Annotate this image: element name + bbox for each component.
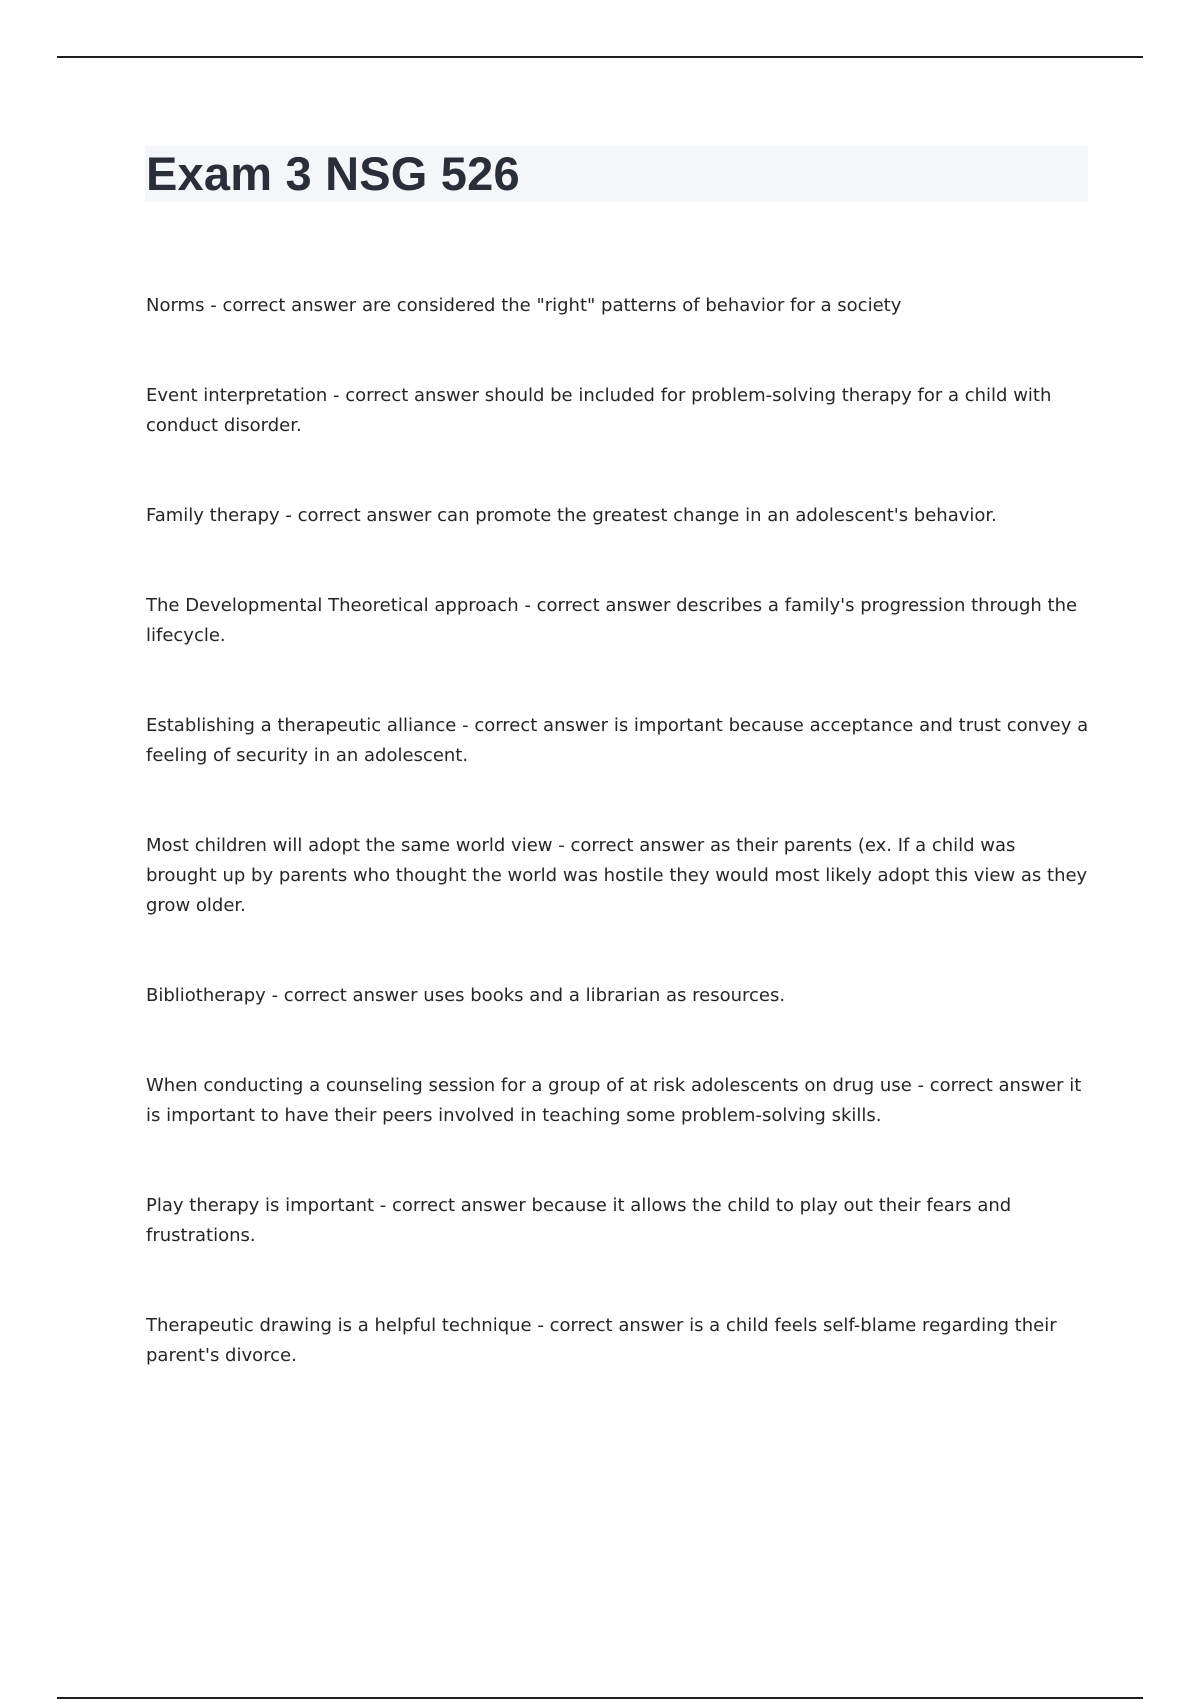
qa-answer: should be included for problem-solving therapy for a child with conduct disorder.	[146, 385, 1052, 436]
qa-term: Establishing a therapeutic alliance -	[146, 715, 474, 736]
qa-term: Bibliotherapy -	[146, 985, 284, 1006]
qa-separator: correct answer	[929, 1075, 1064, 1096]
qa-answer: as their parents (ex. If a child was brought up by parents who thought the world was hostile they would most likely adopt this view as they grow older.	[146, 835, 1088, 916]
qa-item	[146, 1071, 1091, 1131]
page-title: Exam 3 NSG 526	[146, 147, 520, 200]
qa-separator: correct answer	[570, 835, 705, 856]
qa-term: Norms -	[146, 295, 222, 316]
qa-answer: is important because acceptance and trust convey a feeling of security in an adolescent.	[146, 715, 1089, 766]
qa-term: Most children will adopt the same world view -	[146, 835, 570, 856]
qa-answer: because it allows the child to play out their fears and frustrations.	[146, 1195, 1012, 1246]
qa-item	[146, 1191, 1091, 1251]
qa-item	[146, 711, 1091, 771]
qa-separator: correct answer	[297, 505, 432, 526]
qa-term: Therapeutic drawing is a helpful technique -	[146, 1315, 550, 1336]
qa-term: Play therapy is important -	[146, 1195, 392, 1216]
qa-separator: correct answer	[536, 595, 671, 616]
qa-item	[146, 591, 1091, 651]
qa-separator: correct answer	[474, 715, 609, 736]
qa-separator: correct answer	[392, 1195, 526, 1216]
qa-item	[146, 501, 1091, 531]
qa-answer: are considered the "right" patterns of behavior for a society	[361, 295, 902, 316]
qa-answer: it is important to have their peers involved in teaching some problem-solving skills.	[146, 1075, 1082, 1126]
qa-item	[146, 981, 1091, 1011]
qa-item	[146, 381, 1091, 441]
qa-item	[146, 1311, 1091, 1371]
qa-answer: uses books and a librarian as resources.	[423, 985, 786, 1006]
qa-list	[146, 291, 1091, 1431]
qa-separator: correct answer	[283, 985, 418, 1006]
qa-separator: correct answer	[549, 1315, 684, 1336]
qa-item	[146, 831, 1091, 921]
qa-answer: is a child feels self-blame regarding their parent's divorce.	[146, 1315, 1057, 1366]
qa-term: When conducting a counseling session for a group of at risk adolescents on drug use -	[146, 1075, 930, 1096]
qa-term: The Developmental Theoretical approach -	[146, 595, 537, 616]
qa-term: Family therapy -	[146, 505, 298, 526]
qa-item	[146, 291, 1091, 321]
qa-separator: correct answer	[222, 295, 357, 316]
qa-answer: describes a family's progression through the lifecycle.	[146, 595, 1078, 646]
qa-term: Event interpretation -	[146, 385, 345, 406]
bottom-rule	[57, 1697, 1143, 1699]
qa-answer: can promote the greatest change in an adolescent's behavior.	[437, 505, 997, 526]
qa-separator: correct answer	[345, 385, 480, 406]
top-rule	[57, 56, 1143, 58]
